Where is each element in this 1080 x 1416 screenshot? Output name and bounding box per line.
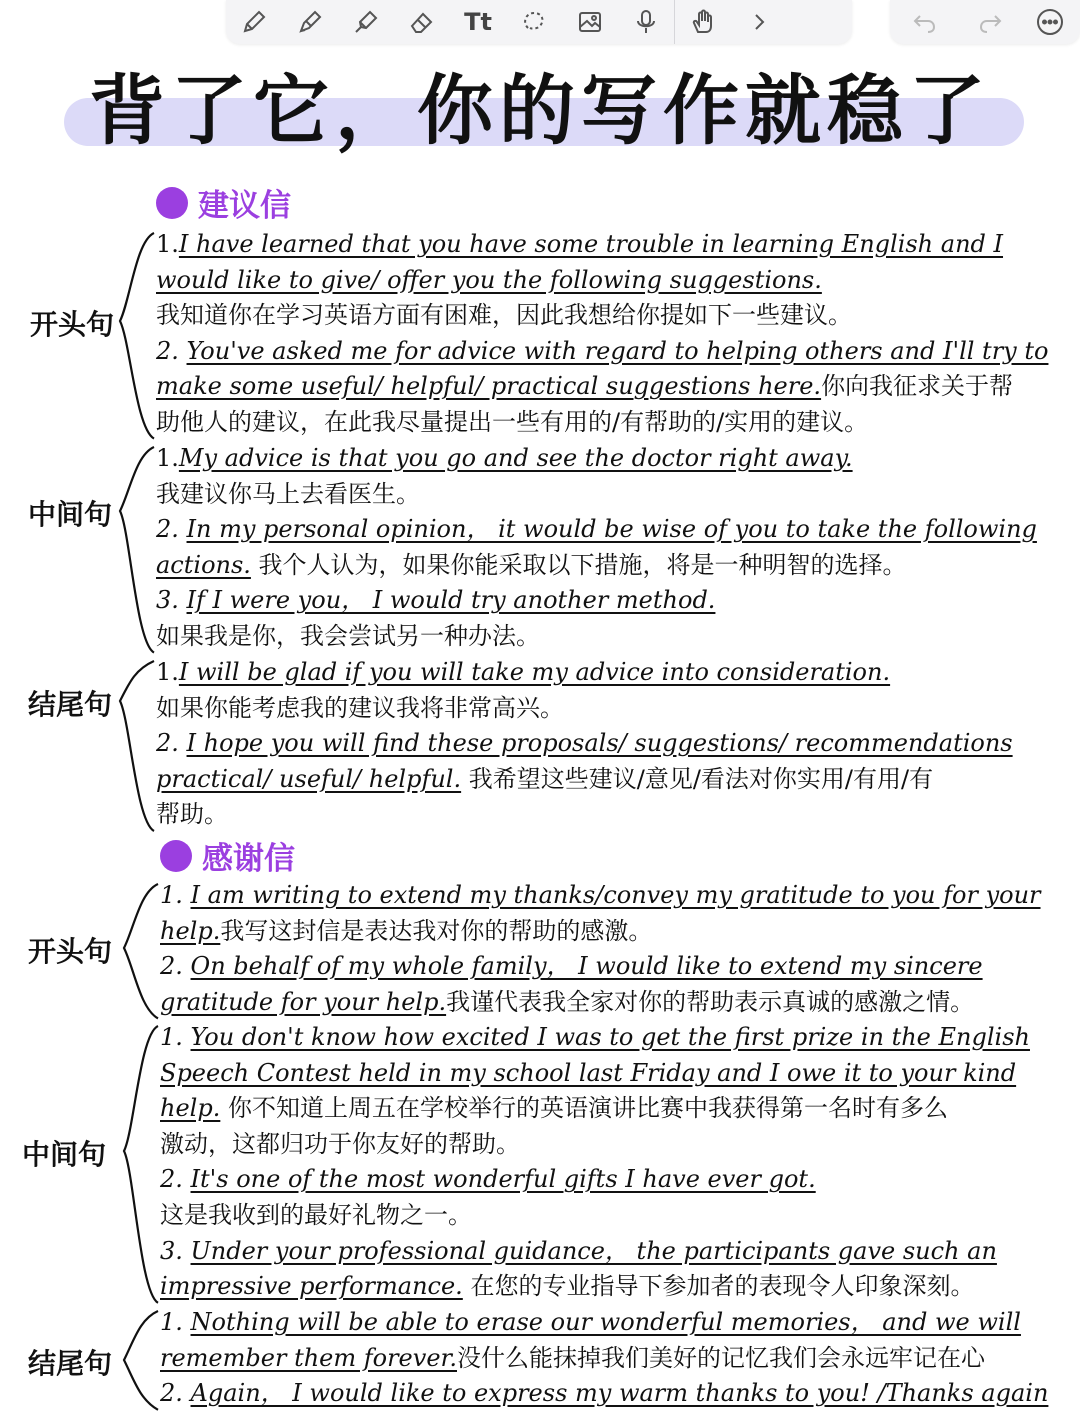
section-heading-text: 感谢信 <box>202 841 295 877</box>
note-line <box>160 1127 520 1162</box>
marker-icon[interactable] <box>282 0 338 44</box>
english-text: You don't know how excited I was to get the first prize in the English <box>190 1023 1030 1051</box>
chinese-text: 这是我收到的最好礼物之一。 <box>160 1201 472 1229</box>
english-text: actions. <box>156 550 251 579</box>
group-label: 开头句 <box>28 935 113 968</box>
brace-bracket <box>120 1309 162 1416</box>
note-line <box>160 1091 948 1126</box>
note-line <box>160 1198 472 1233</box>
undo-icon[interactable] <box>890 0 960 44</box>
hand-icon[interactable] <box>674 0 731 44</box>
more-icon[interactable] <box>1020 0 1080 44</box>
page-title: 背了它，你的写作就稳了 <box>89 66 991 155</box>
note-line <box>160 949 983 984</box>
brace-bracket <box>116 659 158 837</box>
history-toolbar <box>890 0 1080 44</box>
english-text: 2. <box>156 729 187 758</box>
english-text: 2. <box>156 515 187 544</box>
note-line <box>156 583 715 618</box>
english-text: help. <box>160 916 221 945</box>
group-label: 结尾句 <box>28 1347 113 1380</box>
english-text: 1. <box>160 1308 191 1336</box>
note-line <box>160 1341 985 1376</box>
note-line <box>156 298 852 333</box>
chinese-text: 我个人认为，如果你能采取以下措施，将是一种明智的选择。 <box>250 550 907 579</box>
brace-bracket <box>120 882 162 1024</box>
bullet-dot-icon <box>156 187 188 219</box>
english-text: gratitude for your help. <box>160 987 447 1016</box>
note-line <box>156 762 933 797</box>
chinese-text: 如果我是你，我会尝试另一种办法。 <box>156 622 540 650</box>
brace-bracket <box>116 445 158 659</box>
english-text: I will be glad if you will take my advice into consideration. <box>178 658 891 686</box>
english-text: 2. <box>160 1379 191 1408</box>
drawing-toolbar <box>226 0 852 44</box>
english-text: Under your professional guidance， the participants gave such an <box>190 1236 997 1265</box>
chinese-text: 激动，这都归功于你友好的帮助。 <box>160 1129 520 1158</box>
chevron-right-icon[interactable] <box>731 0 787 44</box>
english-text: remember them forever. <box>160 1343 457 1372</box>
english-text: I hope you will find these proposals/ suggestions/ recommendations <box>186 729 1013 758</box>
note-line <box>160 1269 974 1304</box>
eraser-icon[interactable] <box>394 0 450 44</box>
english-text: make some useful/ helpful/ practical suggestions here. <box>156 372 822 401</box>
note-line <box>160 914 652 949</box>
note-line <box>156 477 420 512</box>
note-line <box>156 726 1013 761</box>
group-label: 结尾句 <box>28 688 113 721</box>
english-text: 2. <box>156 336 187 365</box>
group-label: 中间句 <box>22 1138 107 1171</box>
mic-icon[interactable] <box>618 0 674 44</box>
chinese-text: 帮助。 <box>156 800 228 829</box>
text-tool-label: Tt <box>464 8 492 36</box>
english-text: It's one of the most wonderful gifts I have ever got. <box>190 1165 816 1194</box>
note-line <box>156 512 1037 547</box>
text-tool[interactable] <box>450 0 506 44</box>
group-label: 开头句 <box>30 308 115 341</box>
chinese-text: 在您的专业指导下参加者的表现令人印象深刻。 <box>462 1272 975 1301</box>
bullet-dot-icon <box>160 840 192 872</box>
group-label: 中间句 <box>28 498 113 531</box>
lasso-icon[interactable] <box>506 0 562 44</box>
english-text: Speech Contest held in my school last Friday and I owe it to your kind <box>160 1058 1017 1087</box>
english-text: Again， I would like to express my warm thanks to you! /Thanks again <box>190 1379 1049 1408</box>
note-line <box>160 1056 1016 1091</box>
note-line <box>156 334 1048 369</box>
chinese-text: 我谨代表我全家对你的帮助表示真诚的感激之情。 <box>446 987 975 1016</box>
chinese-text: 我希望这些建议/意见/看法对你实用/有用/有 <box>461 764 934 793</box>
chinese-text: 助他人的建议，在此我尽量提出一些有用的/有帮助的/实用的建议。 <box>156 408 869 436</box>
note-line <box>156 691 564 726</box>
pen-icon[interactable] <box>226 0 282 44</box>
note-line <box>160 1162 816 1197</box>
note-line <box>160 985 974 1020</box>
english-text: 3. <box>156 586 187 615</box>
highlighter-icon[interactable] <box>338 0 394 44</box>
chinese-text: 你不知道上周五在学校举行的英语演讲比赛中我获得第一名时有多么 <box>220 1094 948 1123</box>
english-text: 1. <box>156 658 179 686</box>
english-text: I am writing to extend my thanks/convey my gratitude to you for your <box>190 881 1041 909</box>
english-text: You've asked me for advice with regard to helping others and I'll try to <box>186 336 1049 365</box>
note-line <box>156 369 1013 404</box>
english-text: 1. <box>160 1023 191 1051</box>
note-line <box>160 1234 997 1269</box>
chinese-text: 没什么能抹掉我们美好的记忆我们会永远牢记在心 <box>457 1343 985 1372</box>
image-icon[interactable] <box>562 0 618 44</box>
note-line <box>160 1305 1021 1340</box>
english-text: 2. <box>160 1165 191 1194</box>
english-text: 1. <box>160 881 191 909</box>
english-text: help. <box>160 1094 221 1123</box>
chinese-text: 你向我征求关于帮 <box>821 372 1014 401</box>
english-text: My advice is that you go and see the doctor right away. <box>178 444 853 472</box>
chinese-text: 我写这封信是表达我对你的帮助的感激。 <box>220 916 653 945</box>
note-line <box>156 441 853 476</box>
english-text: 1. <box>156 444 179 472</box>
note-line <box>156 227 1003 262</box>
english-text: In my personal opinion， it would be wise of you to take the following <box>186 515 1037 544</box>
english-text: Nothing will be able to erase our wonderful memories， and we will <box>190 1308 1021 1336</box>
note-line <box>160 1376 1048 1411</box>
english-text: 1. <box>156 230 179 258</box>
redo-icon[interactable] <box>960 0 1020 44</box>
english-text: I have learned that you have some trouble in learning English and I <box>178 230 1004 258</box>
note-line <box>156 263 822 298</box>
english-text: 2. <box>160 952 191 981</box>
english-text: practical/ useful/ helpful. <box>156 764 462 793</box>
chinese-text: 如果你能考虑我的建议我将非常高兴。 <box>156 693 564 722</box>
chinese-text: 我知道你在学习英语方面有困难，因此我想给你提如下一些建议。 <box>156 301 852 330</box>
english-text: If I were you， I would try another method. <box>186 586 716 615</box>
note-line <box>156 655 890 690</box>
note-line <box>160 878 1041 913</box>
note-line <box>156 548 907 583</box>
brace-bracket <box>120 1024 162 1309</box>
note-line <box>160 1020 1030 1055</box>
section-heading <box>156 180 291 225</box>
note-line <box>156 797 228 832</box>
brace-bracket <box>116 231 158 445</box>
english-text: 3. <box>160 1236 191 1265</box>
english-text: On behalf of my whole family， I would like to extend my sincere <box>190 952 983 981</box>
chinese-text: 我建议你马上去看医生。 <box>156 479 420 508</box>
note-line <box>156 405 868 440</box>
note-line <box>156 619 540 654</box>
english-text: would like to give/ offer you the following suggestions. <box>156 265 822 294</box>
english-text: impressive performance. <box>160 1272 463 1301</box>
section-heading-text: 建议信 <box>198 188 291 224</box>
section-heading <box>160 833 295 878</box>
